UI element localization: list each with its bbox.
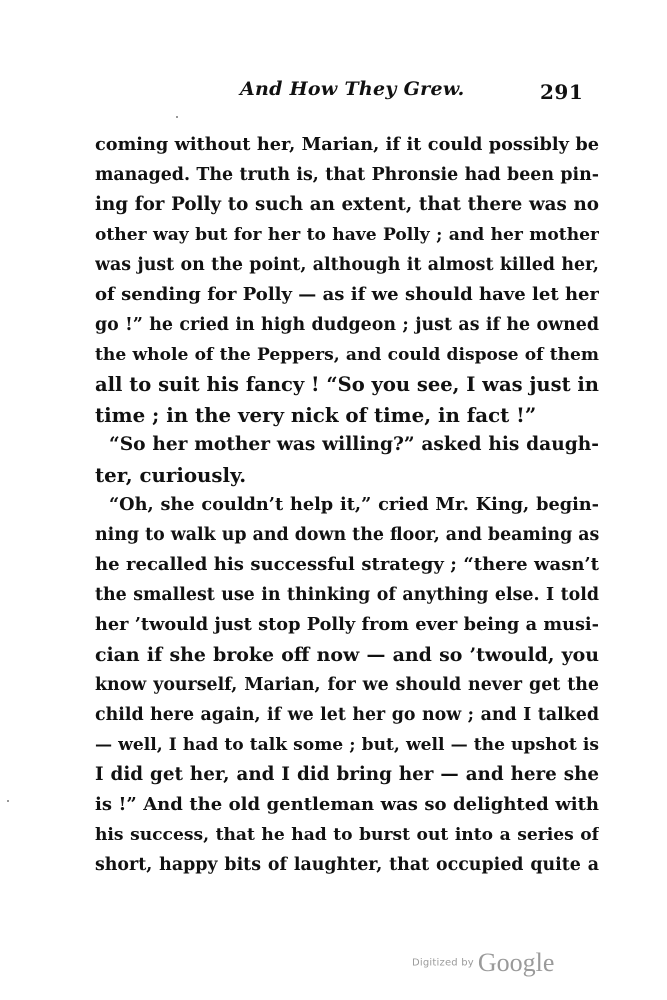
- google-watermark: [412, 948, 554, 978]
- text-line: was just on the point, although it almost killed her,: [95, 255, 599, 275]
- text-line: all to suit his fancy ! “So you see, I was just in: [95, 373, 599, 396]
- text-line: other way but for her to have Polly ; and her mother: [95, 225, 599, 245]
- text-line: child here again, if we let her go now ; and I talked: [95, 705, 599, 725]
- page-number: 291: [540, 80, 584, 104]
- text-line: he recalled his successful strategy ; “there wasn’t: [95, 554, 599, 575]
- text-line: ing for Polly to such an extent, that there was no: [95, 194, 599, 215]
- text-line: go !” he cried in high dudgeon ; just as if he owned: [95, 315, 599, 335]
- scan-speck: [7, 800, 9, 802]
- text-line: I did get her, and I did bring her — and here she: [95, 764, 599, 785]
- text-line: “Oh, she couldn’t help it,” cried Mr. King, begin-: [109, 494, 599, 515]
- running-title: And How They Grew.: [240, 78, 465, 100]
- text-line: of sending for Polly — as if we should have let her: [95, 284, 599, 305]
- text-line: managed. The truth is, that Phronsie had been pin-: [95, 165, 599, 185]
- watermark-prefix: Digitized by: [412, 957, 474, 969]
- text-line: her ’twould just stop Polly from ever being a musi-: [95, 614, 599, 635]
- text-line: “So her mother was willing?” asked his daugh-: [109, 434, 599, 455]
- text-line: cian if she broke off now — and so ’twould, you: [95, 644, 599, 666]
- text-line: know yourself, Marian, for we should never get the: [95, 675, 599, 695]
- text-line: the whole of the Peppers, and could dispose of them: [95, 345, 599, 365]
- google-logo: Google: [477, 948, 555, 977]
- text-line: — well, I had to talk some ; but, well — the upshot is: [95, 735, 599, 755]
- text-line: coming without her, Marian, if it could possibly be: [95, 134, 599, 155]
- text-line: his success, that he had to burst out into a series of: [95, 825, 599, 845]
- text-line: ter, curiously.: [95, 463, 247, 487]
- text-line: short, happy bits of laughter, that occupied quite a: [95, 855, 599, 875]
- text-line: the smallest use in thinking of anything else. I told: [95, 585, 599, 605]
- text-line: ning to walk up and down the floor, and beaming as: [95, 525, 599, 545]
- text-line: is !” And the old gentleman was so delighted with: [95, 794, 599, 815]
- text-line: time ; in the very nick of time, in fact !”: [95, 403, 537, 427]
- body-text: [95, 130, 599, 880]
- scan-speck: [176, 116, 178, 118]
